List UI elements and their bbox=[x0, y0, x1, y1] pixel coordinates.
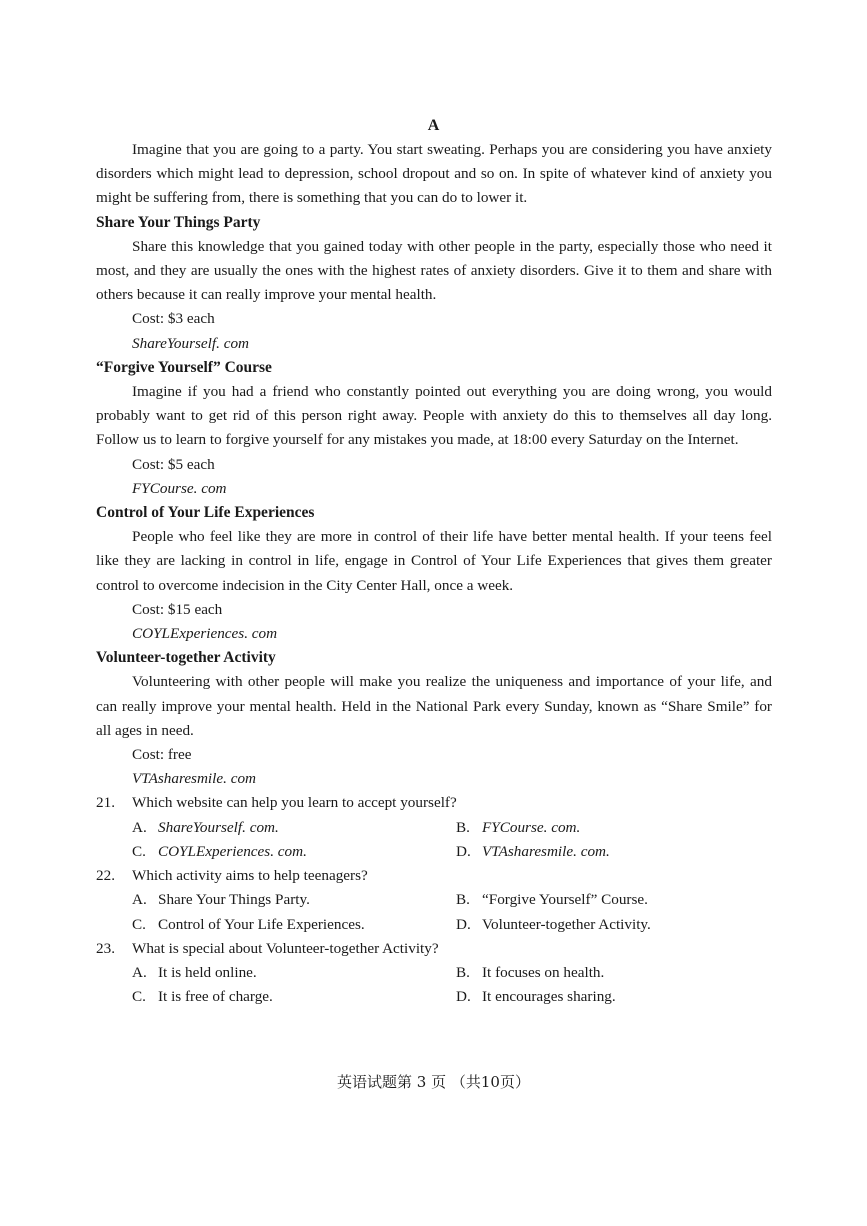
option-letter: D. bbox=[456, 988, 471, 1006]
option-text: It is held online. bbox=[158, 963, 257, 981]
option-c bbox=[132, 985, 456, 1009]
activity-title: Control of Your Life Experiences bbox=[96, 504, 315, 522]
option-text: Share Your Things Party. bbox=[158, 891, 310, 909]
question-text: What is special about Volunteer-together Activity? bbox=[132, 939, 439, 957]
activity-website: COYLExperiences. com bbox=[132, 625, 278, 643]
activity-description: People who feel like they are more in control of their life have better mental health. If your teens feel like they are lacking in control in life, engage in Control of Your Life Experiences that gives them greater control to overcome indecision in the City Center Hall, once a week. bbox=[96, 528, 772, 594]
option-b bbox=[456, 816, 772, 840]
activity-cost: Cost: $15 each bbox=[132, 600, 223, 618]
option-letter: A. bbox=[132, 963, 147, 981]
activity-block bbox=[96, 646, 772, 791]
option-a bbox=[132, 961, 456, 985]
option-letter: B. bbox=[456, 963, 470, 981]
question-block bbox=[96, 791, 772, 864]
activity-title: “Forgive Yourself” Course bbox=[96, 358, 272, 376]
option-text: Volunteer-together Activity. bbox=[482, 915, 651, 933]
option-letter: A. bbox=[132, 891, 147, 909]
activity-description: Imagine if you had a friend who constantly pointed out everything you are doing wrong, you would probably want to get rid of this person right away. People with anxiety do this to themselves all day long. Follow us to learn to forgive yourself for any mistakes you made, at 18:00 every Saturday on the Internet. bbox=[96, 383, 772, 449]
activity-website: VTAsharesmile. com bbox=[132, 770, 257, 788]
question-text: Which activity aims to help teenagers? bbox=[132, 867, 368, 885]
activity-description: Share this knowledge that you gained today with other people in the party, especially those who need it most, and they are usually the ones with the highest rates of anxiety disorders. Give it to them and share with others because it can really improve your mental health. bbox=[96, 237, 772, 304]
question-stem bbox=[96, 937, 772, 961]
option-a bbox=[132, 888, 456, 912]
option-text: FYCourse. com. bbox=[482, 818, 581, 836]
question-block bbox=[96, 864, 772, 937]
option-d bbox=[456, 840, 772, 864]
question-number: 23. bbox=[96, 939, 115, 957]
option-d bbox=[456, 913, 772, 937]
activity-cost: Cost: $3 each bbox=[132, 310, 215, 328]
option-a bbox=[132, 816, 456, 840]
option-letter: C. bbox=[132, 915, 146, 933]
option-letter: C. bbox=[132, 842, 146, 860]
question-text: Which website can help you learn to accept yourself? bbox=[132, 794, 457, 812]
option-text: It encourages sharing. bbox=[482, 988, 616, 1006]
option-letter: A. bbox=[132, 818, 147, 836]
option-text: COYLExperiences. com. bbox=[158, 842, 307, 860]
question-number: 22. bbox=[96, 867, 115, 885]
option-letter: D. bbox=[456, 915, 471, 933]
option-c bbox=[132, 913, 456, 937]
activity-website: FYCourse. com bbox=[132, 479, 227, 497]
option-d bbox=[456, 985, 772, 1009]
option-b bbox=[456, 961, 772, 985]
activity-block bbox=[96, 211, 772, 356]
activity-description: Volunteering with other people will make you realize the uniqueness and importance of your life, and can really improve your mental health. Held in the National Park every Sunday, known as “Share Smile” for all ages in need. bbox=[96, 673, 772, 739]
option-text: Control of Your Life Experiences. bbox=[158, 915, 365, 933]
option-c bbox=[132, 840, 456, 864]
option-text: It focuses on health. bbox=[482, 963, 605, 981]
activity-title: Volunteer-together Activity bbox=[96, 649, 276, 667]
option-text: It is free of charge. bbox=[158, 988, 273, 1006]
option-text: ShareYourself. com. bbox=[158, 818, 279, 836]
activity-website: ShareYourself. com bbox=[132, 334, 250, 352]
answer-options bbox=[96, 961, 772, 1009]
activity-cost: Cost: $5 each bbox=[132, 455, 215, 473]
section-letter: A bbox=[427, 117, 440, 134]
option-b bbox=[456, 888, 772, 912]
option-text: “Forgive Yourself” Course. bbox=[482, 891, 648, 909]
question-stem bbox=[96, 864, 772, 888]
question-stem bbox=[96, 791, 772, 815]
activity-title: Share Your Things Party bbox=[96, 213, 261, 231]
passage-body bbox=[96, 138, 772, 1009]
activity-block bbox=[96, 356, 772, 501]
answer-options bbox=[96, 888, 772, 936]
question-block bbox=[96, 937, 772, 1010]
option-letter: B. bbox=[456, 818, 470, 836]
intro-paragraph: Imagine that you are going to a party. You start sweating. Perhaps you are considering you have anxiety disorders which might lead to depression, school dropout and so on. In spite of whatever kind of anxiety you might be suffering from, there is something that you can do to lower it. bbox=[96, 141, 772, 207]
option-text: VTAsharesmile. com. bbox=[482, 842, 610, 860]
activity-block bbox=[96, 501, 772, 646]
answer-options bbox=[96, 816, 772, 864]
question-number: 21. bbox=[96, 794, 115, 812]
page-footer: 英语试题第 3 页 （共10页） bbox=[337, 1073, 530, 1091]
option-letter: B. bbox=[456, 891, 470, 909]
activity-cost: Cost: free bbox=[132, 746, 192, 764]
option-letter: D. bbox=[456, 842, 471, 860]
option-letter: C. bbox=[132, 988, 146, 1006]
